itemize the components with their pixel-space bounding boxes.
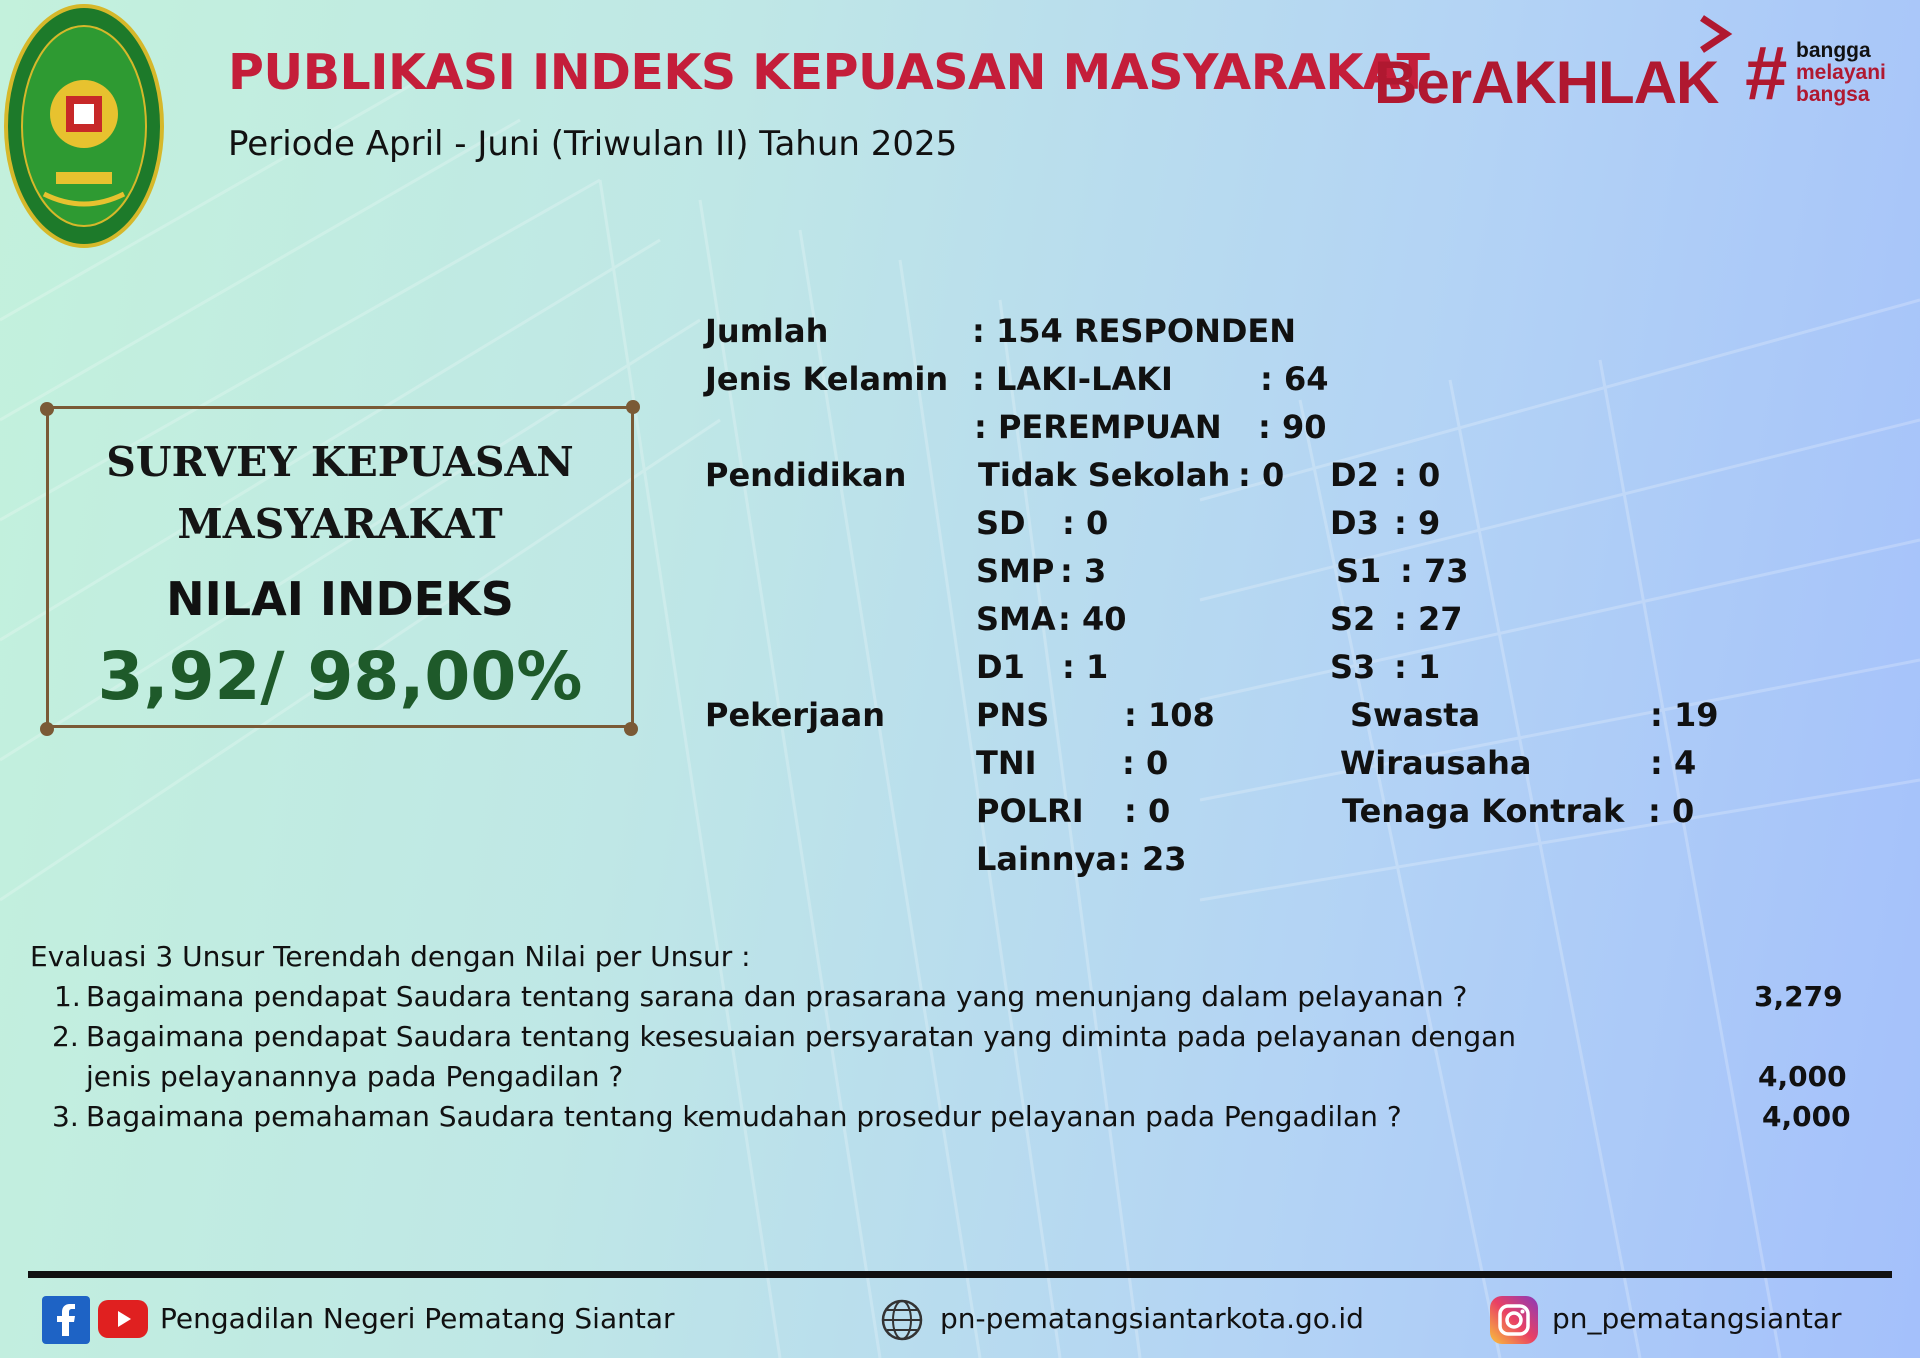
job-label: Pekerjaan — [705, 696, 885, 734]
job-item-value: : 0 — [1122, 744, 1169, 782]
jumlah-label: Jumlah — [705, 312, 829, 350]
footer-divider — [28, 1271, 1892, 1278]
survey-heading-line2: MASYARAKAT — [177, 500, 503, 548]
job-item-value: : 23 — [1118, 840, 1187, 878]
box-corner-pin — [626, 400, 640, 414]
job-item-label: Lainnya — [976, 840, 1117, 878]
edu-item-label: S2 — [1330, 600, 1376, 638]
gender-label: Jenis Kelamin — [705, 360, 949, 398]
instagram-icon[interactable] — [1490, 1296, 1538, 1344]
index-label: NILAI INDEKS — [166, 572, 514, 626]
edu-item-value: : 73 — [1400, 552, 1469, 590]
edu-item-value: : 0 — [1238, 456, 1285, 494]
edu-item-value: : 1 — [1062, 648, 1109, 686]
eval-value: 4,000 — [1762, 1100, 1851, 1133]
globe-icon — [880, 1298, 924, 1342]
edu-item-value: : 1 — [1394, 648, 1441, 686]
education-label: Pendidikan — [705, 456, 907, 494]
edu-item-value: : 0 — [1394, 456, 1441, 494]
edu-item-label: D1 — [976, 648, 1025, 686]
box-corner-pin — [40, 722, 54, 736]
eval-question: Bagaimana pemahaman Saudara tentang kemudahan prosedur pelayanan pada Pengadilan ? — [86, 1100, 1402, 1133]
footer-instagram-handle[interactable]: pn_pematangsiantar — [1552, 1302, 1842, 1335]
job-item-label: POLRI — [976, 792, 1084, 830]
female-value: : 90 — [1258, 408, 1327, 446]
job-item-value: : 4 — [1650, 744, 1697, 782]
court-seal-logo — [4, 4, 164, 248]
male-label: : LAKI-LAKI — [972, 360, 1173, 398]
edu-item-value: : 3 — [1060, 552, 1107, 590]
eval-value: 3,279 — [1754, 980, 1843, 1013]
eval-number: 3. — [52, 1100, 79, 1133]
eval-question: Bagaimana pendapat Saudara tentang sarana dan prasarana yang menunjang dalam pelayanan ? — [86, 980, 1468, 1013]
job-item-label: TNI — [976, 744, 1037, 782]
job-item-value: : 0 — [1648, 792, 1695, 830]
berakhlak-logo: BerAKHLAK — [1374, 49, 1719, 116]
jumlah-value: : 154 RESPONDEN — [972, 312, 1297, 350]
eval-number: 1. — [54, 980, 81, 1013]
index-value: 3,92/ 98,00% — [97, 638, 583, 715]
job-item-label: Wirausaha — [1340, 744, 1532, 782]
eval-number: 2. — [52, 1020, 79, 1053]
edu-item-value: : 40 — [1058, 600, 1127, 638]
edu-item-value: : 0 — [1062, 504, 1109, 542]
eval-question: Bagaimana pendapat Saudara tentang kesesuaian persyaratan yang diminta pada pelayanan dengan — [86, 1020, 1517, 1053]
box-corner-pin — [40, 402, 54, 416]
edu-item-label: D3 — [1330, 504, 1379, 542]
edu-item-label: SMA — [976, 600, 1056, 638]
edu-item-label: S1 — [1336, 552, 1382, 590]
box-corner-pin — [624, 722, 638, 736]
edu-item-label: S3 — [1330, 648, 1376, 686]
evaluation-heading: Evaluasi 3 Unsur Terendah dengan Nilai per Unsur : — [30, 940, 751, 973]
edu-item-label: D2 — [1330, 456, 1379, 494]
eval-question-cont: jenis pelayanannya pada Pengadilan ? — [86, 1060, 624, 1093]
job-item-value: : 108 — [1124, 696, 1215, 734]
job-item-label: Swasta — [1350, 696, 1481, 734]
page-title: PUBLIKASI INDEKS KEPUASAN MASYARAKAT — [228, 44, 1430, 101]
job-item-value: : 19 — [1650, 696, 1719, 734]
footer-org-name: Pengadilan Negeri Pematang Siantar — [160, 1302, 675, 1335]
eval-value: 4,000 — [1758, 1060, 1847, 1093]
edu-item-value: : 9 — [1394, 504, 1441, 542]
male-value: : 64 — [1260, 360, 1329, 398]
edu-item-label: SMP — [976, 552, 1055, 590]
hashtag-text: bangga melayani bangsa — [1796, 39, 1886, 106]
female-label: : PEREMPUAN — [974, 408, 1222, 446]
edu-item-value: : 27 — [1394, 600, 1463, 638]
footer-website-link[interactable]: pn-pematangsiantarkota.go.id — [940, 1302, 1364, 1335]
edu-item-label: Tidak Sekolah — [978, 456, 1231, 494]
job-item-label: Tenaga Kontrak — [1342, 792, 1625, 830]
job-item-value: : 0 — [1124, 792, 1171, 830]
edu-item-label: SD — [976, 504, 1026, 542]
page-subtitle: Periode April - Juni (Triwulan II) Tahun 2025 — [228, 124, 958, 164]
job-item-label: PNS — [976, 696, 1050, 734]
facebook-icon[interactable] — [42, 1296, 90, 1344]
survey-heading-line1: SURVEY KEPUASAN — [106, 438, 574, 486]
youtube-icon[interactable] — [98, 1300, 148, 1338]
hashtag-logo: # — [1744, 31, 1787, 116]
chevron-right-icon — [1696, 14, 1736, 54]
